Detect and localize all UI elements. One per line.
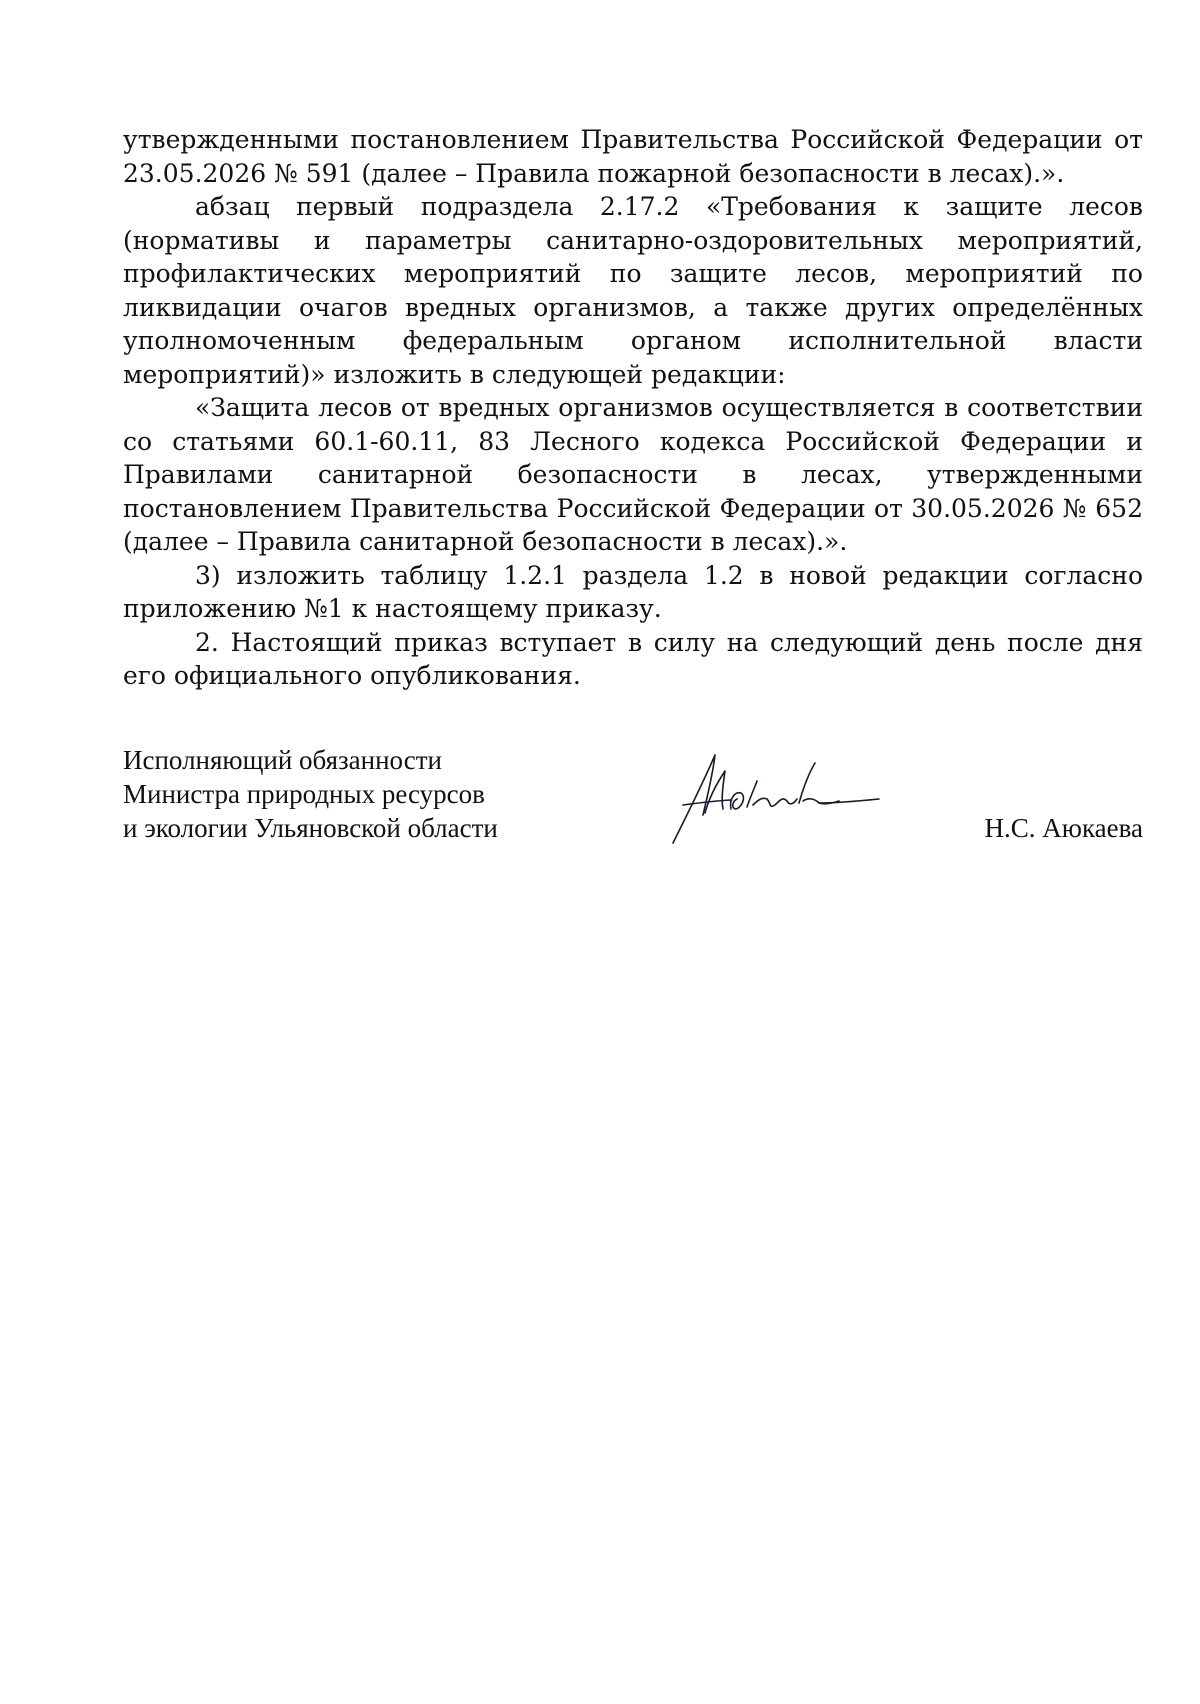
signer-title-line: Министра природных ресурсов bbox=[123, 779, 485, 809]
signer-name: Н.С. Аюкаева bbox=[984, 813, 1143, 843]
paragraph-amendment-intro: абзац первый подраздела 2.17.2 «Требования к защите лесов (нормативы и параметры санитарно-оздоровительных мероприятий, профилактических мероприятий по защите лесов, мероприятий по ликвидации очагов вредных организмов, а также других определённых уполномоченным федеральным органом исполнительной власти мероприятий)» изложить в следующей редакции: bbox=[123, 192, 1143, 389]
signature-block bbox=[123, 743, 1143, 863]
document-body bbox=[123, 123, 1143, 693]
paragraph-entry-into-force: 2. Настоящий приказ вступает в силу на следующий день после дня его официального опубликования. bbox=[123, 627, 1143, 690]
signer-title-line: Исполняющий обязанности bbox=[123, 745, 442, 775]
paragraph-amendment-text: «Защита лесов от вредных организмов осуществляется в соответствии со статьями 60.1-60.11, 83 Лесного кодекса Российской Федерации и Правилами санитарной безопасности в лесах, утвержденными постановлением Правительства Российской Федерации от 30.05.2026 № 652 (далее – Правила санитарной безопасности в лесах).». bbox=[123, 393, 1143, 556]
paragraph-continuation: утвержденными постановлением Правительства Российской Федерации от 23.05.2026 № 591 (далее – Правила пожарной безопасности в лесах).». bbox=[123, 125, 1143, 188]
handwritten-signature bbox=[643, 743, 883, 853]
signer-title-line: и экологии Ульяновской области bbox=[123, 813, 498, 843]
paragraph-table-amendment: 3) изложить таблицу 1.2.1 раздела 1.2 в новой редакции согласно приложению №1 к настоящему приказу. bbox=[123, 560, 1143, 623]
signer-title bbox=[123, 743, 498, 845]
